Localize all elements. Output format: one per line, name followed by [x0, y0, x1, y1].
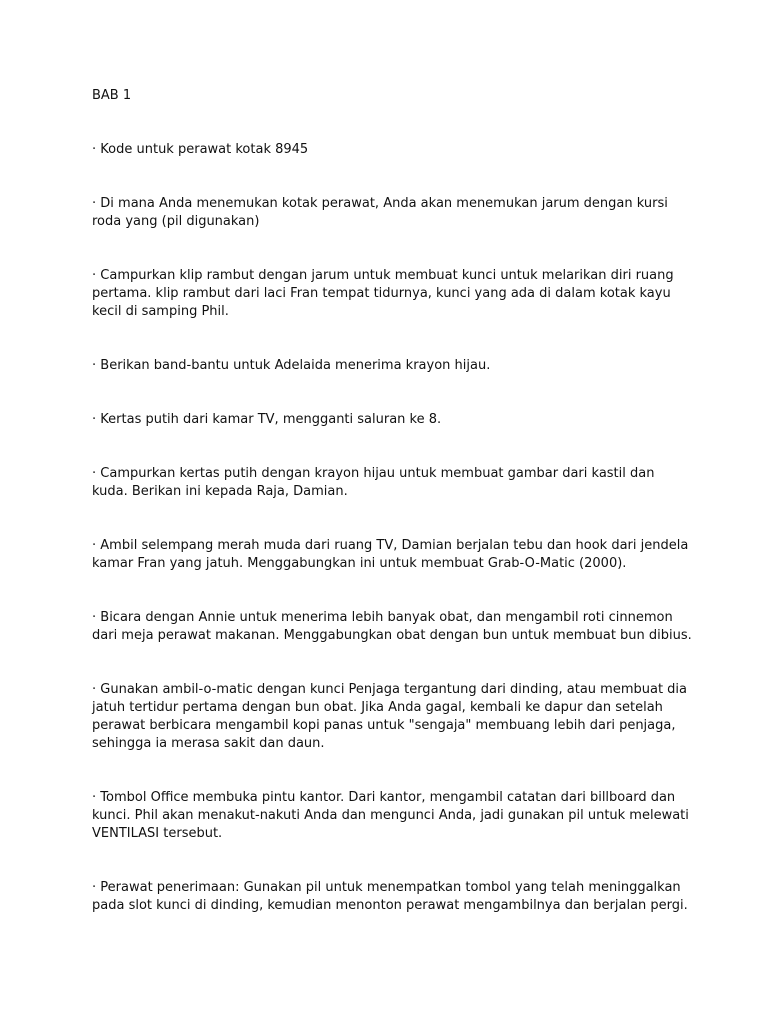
list-item: [92, 879, 692, 915]
list-item-text: Ambil selempang merah muda dari ruang TV, Damian berjalan tebu dan hook dari jendela kamar Fran yang jatuh. Menggabungkan ini untuk membuat Grab-O-Matic (2000).: [92, 538, 689, 571]
list-item: [92, 789, 692, 843]
list-item-text: Di mana Anda menemukan kotak perawat, Anda akan menemukan jarum dengan kursi roda yang (pil digunakan): [92, 196, 668, 229]
bullet-marker: ·: [92, 268, 97, 283]
list-item: [92, 195, 692, 231]
list-item-text: Kode untuk perawat kotak 8945: [100, 142, 309, 157]
bullet-marker: ·: [92, 412, 97, 427]
list-item-text: Perawat penerimaan: Gunakan pil untuk menempatkan tombol yang telah meninggalkan pada slot kunci di dinding, kemudian menonton perawat mengambilnya dan berjalan pergi.: [92, 880, 688, 913]
list-item-text: Gunakan ambil-o-matic dengan kunci Penjaga tergantung dari dinding, atau membuat dia jatuh tertidur pertama dengan bun obat. Jika Anda gagal, kembali ke dapur dan setelah perawat berbicara mengambil kopi panas untuk "sengaja" membuang lebih dari penjaga, sehingga ia merasa sakit dan daun.: [92, 682, 688, 751]
chapter-heading: BAB 1: [92, 88, 132, 103]
list-item-text: Tombol Office membuka pintu kantor. Dari kantor, mengambil catatan dari billboard dan kunci. Phil akan menakut-nakuti Anda dan mengunci Anda, jadi gunakan pil untuk melewati VENTILASI tersebut.: [92, 790, 689, 841]
list-item-text: Campurkan klip rambut dengan jarum untuk membuat kunci untuk melarikan diri ruang pertama. klip rambut dari laci Fran tempat tidurnya, kunci yang ada di dalam kotak kayu kecil di samping Phil.: [92, 268, 674, 319]
bullet-marker: ·: [92, 880, 97, 895]
list-item: [92, 465, 692, 501]
bullet-marker: ·: [92, 142, 97, 157]
bullet-marker: ·: [92, 196, 97, 211]
list-item: [92, 267, 692, 321]
list-item-text: Bicara dengan Annie untuk menerima lebih banyak obat, dan mengambil roti cinnemon dari meja perawat makanan. Menggabungkan obat dengan bun untuk membuat bun dibius.: [92, 610, 692, 643]
bullet-marker: ·: [92, 790, 97, 805]
list-item: [92, 411, 692, 429]
bullet-marker: ·: [92, 538, 97, 553]
document-body: [92, 87, 692, 951]
list-item-text: Campurkan kertas putih dengan krayon hijau untuk membuat gambar dari kastil dan kuda. Berikan ini kepada Raja, Damian.: [92, 466, 655, 499]
list-item: [92, 141, 692, 159]
bullet-marker: ·: [92, 682, 97, 697]
list-item: [92, 681, 692, 753]
list-item: [92, 537, 692, 573]
list-item-text: Berikan band-bantu untuk Adelaida menerima krayon hijau.: [100, 358, 491, 373]
bullet-marker: ·: [92, 358, 97, 373]
list-item: [92, 609, 692, 645]
list-item-text: Kertas putih dari kamar TV, mengganti saluran ke 8.: [100, 412, 442, 427]
list-item: [92, 357, 692, 375]
bullet-marker: ·: [92, 610, 97, 625]
bullet-marker: ·: [92, 466, 97, 481]
